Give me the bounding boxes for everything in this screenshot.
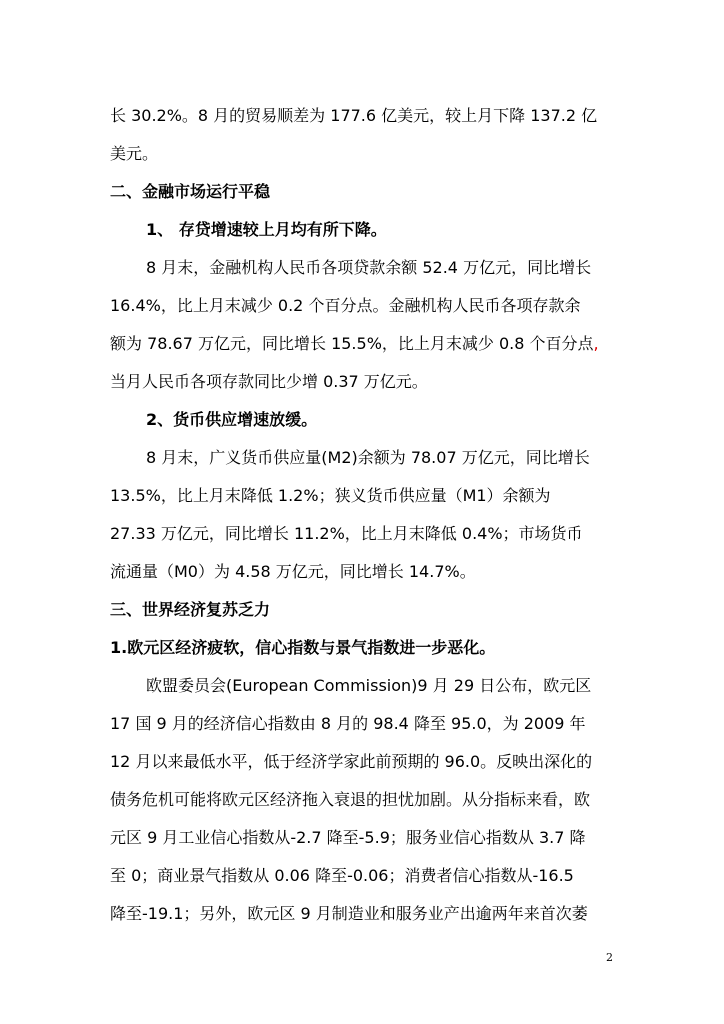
paragraph-line: 17 国 9 月的经济信心指数由 8 月的 98.4 降至 95.0，为 2009 年 bbox=[110, 714, 586, 733]
paragraph-text: 额为 78.67 万亿元，同比增长 15.5%，比上月末减少 0.8 个百分点 bbox=[110, 334, 594, 353]
paragraph-line: 债务危机可能将欧元区经济拖入衰退的担忧加剧。从分指标来看，欧 bbox=[110, 790, 591, 809]
paragraph-line: 16.4%，比上月末减少 0.2 个百分点。金融机构人民币各项存款余 bbox=[110, 296, 581, 315]
paragraph-line: 欧盟委员会(European Commission)9 月 29 日公布，欧元区 bbox=[146, 676, 592, 695]
paragraph-line: 美元。 bbox=[110, 144, 159, 163]
red-comma: , bbox=[593, 334, 599, 353]
paragraph-line: 至 0；商业景气指数从 0.06 降至-0.06；消费者信心指数从-16.5 bbox=[110, 866, 574, 885]
paragraph-line: 8 月末，金融机构人民币各项贷款余额 52.4 万亿元，同比增长 bbox=[146, 258, 592, 277]
paragraph-line: 长 30.2%。8 月的贸易顺差为 177.6 亿美元，较上月下降 137.2 亿 bbox=[110, 106, 598, 125]
paragraph-line: 27.33 万亿元，同比增长 11.2%，比上月末降低 0.4%；市场货币 bbox=[110, 524, 583, 543]
section-heading: 三、世界经济复苏乏力 bbox=[110, 600, 271, 619]
subsection-heading: 1、 存贷增速较上月均有所下降。 bbox=[146, 220, 387, 239]
paragraph-line: 当月人民币各项存款同比少增 0.37 万亿元。 bbox=[110, 372, 428, 391]
paragraph-line: 12 月以来最低水平，低于经济学家此前预期的 96.0。反映出深化的 bbox=[110, 752, 593, 771]
subsection-heading: 1.欧元区经济疲软，信心指数与景气指数进一步恶化。 bbox=[110, 638, 496, 657]
paragraph-line: 13.5%，比上月末降低 1.2%；狭义货币供应量（M1）余额为 bbox=[110, 486, 551, 505]
paragraph-line: 降至-19.1；另外，欧元区 9 月制造业和服务业产出逾两年来首次萎 bbox=[110, 904, 588, 923]
section-heading: 二、金融市场运行平稳 bbox=[110, 182, 271, 201]
paragraph-line: 流通量（M0）为 4.58 万亿元，同比增长 14.7%。 bbox=[110, 562, 476, 581]
subsection-heading: 2、货币供应增速放缓。 bbox=[146, 410, 318, 429]
paragraph-line: 8 月末，广义货币供应量(M2)余额为 78.07 万亿元，同比增长 bbox=[146, 448, 590, 467]
page-number: 2 bbox=[606, 951, 613, 964]
paragraph-line bbox=[110, 334, 599, 354]
paragraph-line: 元区 9 月工业信心指数从-2.7 降至-5.9；服务业信心指数从 3.7 降 bbox=[110, 828, 586, 847]
